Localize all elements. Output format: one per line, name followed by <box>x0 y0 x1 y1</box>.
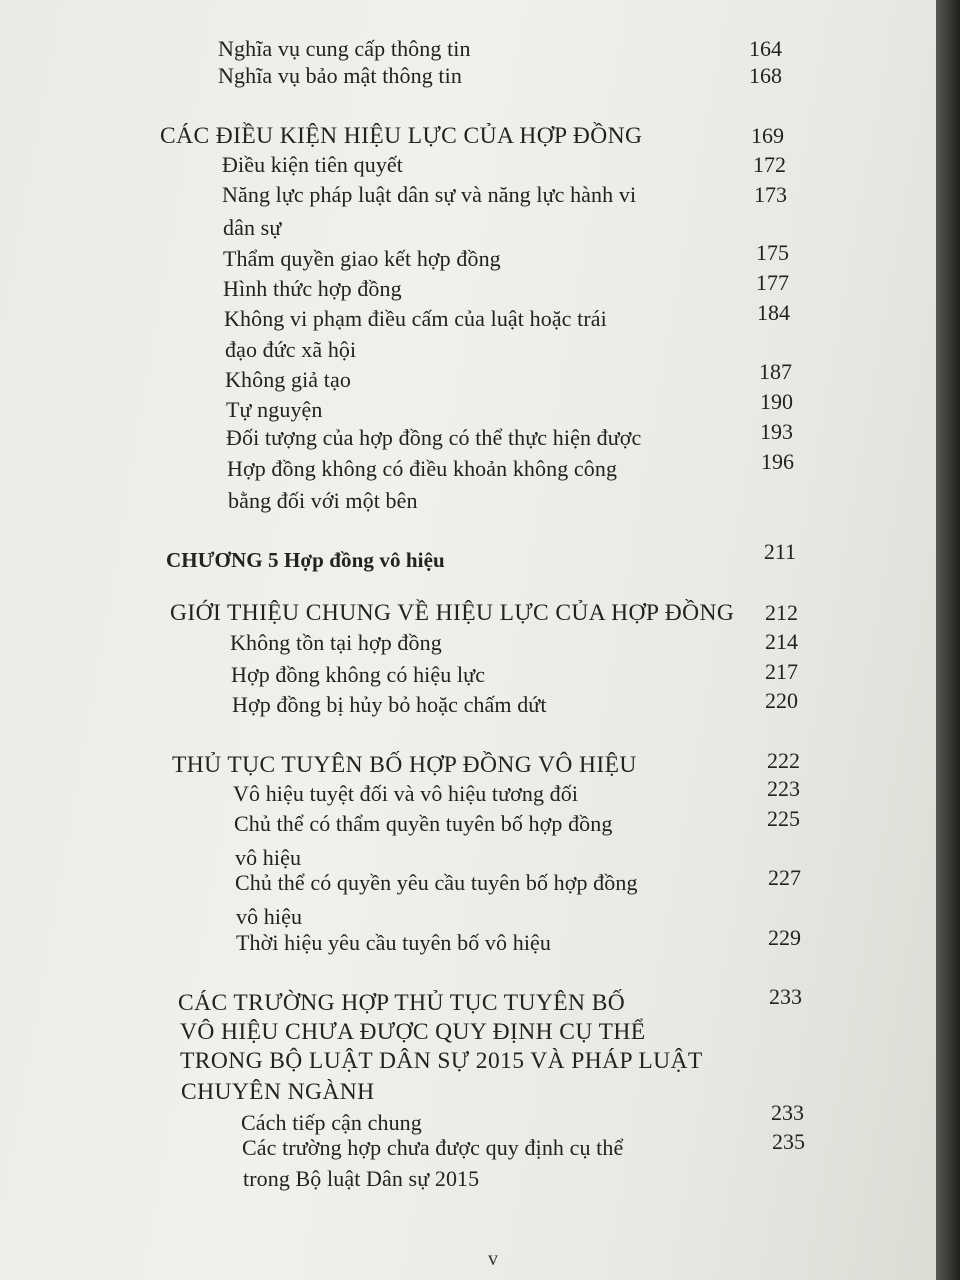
toc-entry-text: Không vi phạm điều cấm của luật hoặc trái <box>224 306 607 331</box>
toc-page-number: 214 <box>765 629 798 654</box>
toc-entry-text: Chủ thể có quyền yêu cầu tuyên bố hợp đồng <box>235 870 638 895</box>
toc-entry-text: Hình thức hợp đồng <box>223 276 402 301</box>
toc-section-heading: GIỚI THIỆU CHUNG VỀ HIỆU LỰC CỦA HỢP ĐỒNG <box>170 600 735 626</box>
toc-page-number: 220 <box>765 688 798 713</box>
toc-entry-text: Hợp đồng không có điều khoản không công <box>227 456 618 481</box>
toc-page-number: 196 <box>761 449 794 474</box>
toc-page-number: 223 <box>767 776 800 801</box>
toc-page-number: 217 <box>765 659 798 684</box>
toc-page-number: 193 <box>760 419 793 444</box>
toc-page-number: 175 <box>756 240 789 265</box>
toc-section-heading: CÁC TRƯỜNG HỢP THỦ TỤC TUYÊN BỐ <box>178 990 626 1016</box>
toc-entry-text: Đối tượng của hợp đồng có thể thực hiện được <box>226 425 642 450</box>
toc-section-heading: THỦ TỤC TUYÊN BỐ HỢP ĐỒNG VÔ HIỆU <box>172 752 637 778</box>
toc-page-number: 225 <box>767 806 800 831</box>
toc-page-number: 187 <box>759 359 792 384</box>
toc-entry-continuation: đạo đức xã hội <box>225 337 357 362</box>
toc-entry-text: Điều kiện tiên quyết <box>222 152 404 177</box>
toc-chapter-heading: CHƯƠNG 5 Hợp đồng vô hiệu <box>166 548 445 572</box>
toc-entry-text: Năng lực pháp luật dân sự và năng lực hành vi <box>222 182 637 207</box>
toc-entry-text: Vô hiệu tuyệt đối và vô hiệu tương đối <box>233 781 579 806</box>
toc-page-number: 169 <box>751 123 784 148</box>
toc-page-number: 229 <box>768 925 801 950</box>
toc-page-number: 211 <box>763 539 796 564</box>
page-number-folio: v <box>488 1248 498 1270</box>
toc-section-heading: CÁC ĐIỀU KIỆN HIỆU LỰC CỦA HỢP ĐỒNG <box>160 123 643 149</box>
toc-entry-text: Hợp đồng không có hiệu lực <box>231 662 486 687</box>
toc-page-number: 173 <box>754 182 787 207</box>
toc-entry-continuation: trong Bộ luật Dân sự 2015 <box>243 1166 480 1191</box>
toc-page-number: 233 <box>769 984 802 1009</box>
toc-entry-text: Không giả tạo <box>225 367 351 392</box>
toc-entry-text: Nghĩa vụ bảo mật thông tin <box>218 63 462 88</box>
toc-page-number: 164 <box>749 36 782 61</box>
toc-page-number: 227 <box>768 865 801 890</box>
toc-entry-text: Nghĩa vụ cung cấp thông tin <box>218 36 471 61</box>
toc-entry-text: Hợp đồng bị hủy bỏ hoặc chấm dứt <box>232 692 547 717</box>
toc-entry-text: Thẩm quyền giao kết hợp đồng <box>223 246 501 271</box>
toc-entry-continuation: vô hiệu <box>235 845 302 870</box>
toc-page-number: 168 <box>749 63 782 88</box>
toc-entry-text: Cách tiếp cận chung <box>241 1110 422 1135</box>
toc-entry-text: Chủ thể có thẩm quyền tuyên bố hợp đồng <box>234 811 613 836</box>
toc-entry-continuation: bằng đối với một bên <box>228 488 418 513</box>
toc-page-number: 184 <box>757 300 790 325</box>
book-spine-shadow <box>936 0 960 1280</box>
toc-entry-text: Không tồn tại hợp đồng <box>230 630 442 655</box>
toc-entry-continuation: dân sự <box>223 215 282 240</box>
toc-entry-text: Các trường hợp chưa được quy định cụ thể <box>242 1135 624 1160</box>
toc-page-number: 233 <box>771 1100 804 1125</box>
toc-page-number: 172 <box>753 152 786 177</box>
toc-entry-continuation: vô hiệu <box>236 904 303 929</box>
toc-section-heading-continuation: CHUYÊN NGÀNH <box>181 1079 375 1105</box>
toc-page-number: 212 <box>765 600 798 625</box>
toc-section-heading-continuation: TRONG BỘ LUẬT DÂN SỰ 2015 VÀ PHÁP LUẬT <box>180 1048 703 1074</box>
toc-page-number: 235 <box>772 1129 805 1154</box>
toc-entry-text: Thời hiệu yêu cầu tuyên bố vô hiệu <box>236 930 552 955</box>
toc-section-heading-continuation: VÔ HIỆU CHƯA ĐƯỢC QUY ĐỊNH CỤ THỂ <box>180 1019 646 1045</box>
toc-page-number: 177 <box>756 270 789 295</box>
toc-page-number: 222 <box>767 748 800 773</box>
toc-page-number: 190 <box>760 389 793 414</box>
toc-entry-text: Tự nguyện <box>226 397 323 422</box>
